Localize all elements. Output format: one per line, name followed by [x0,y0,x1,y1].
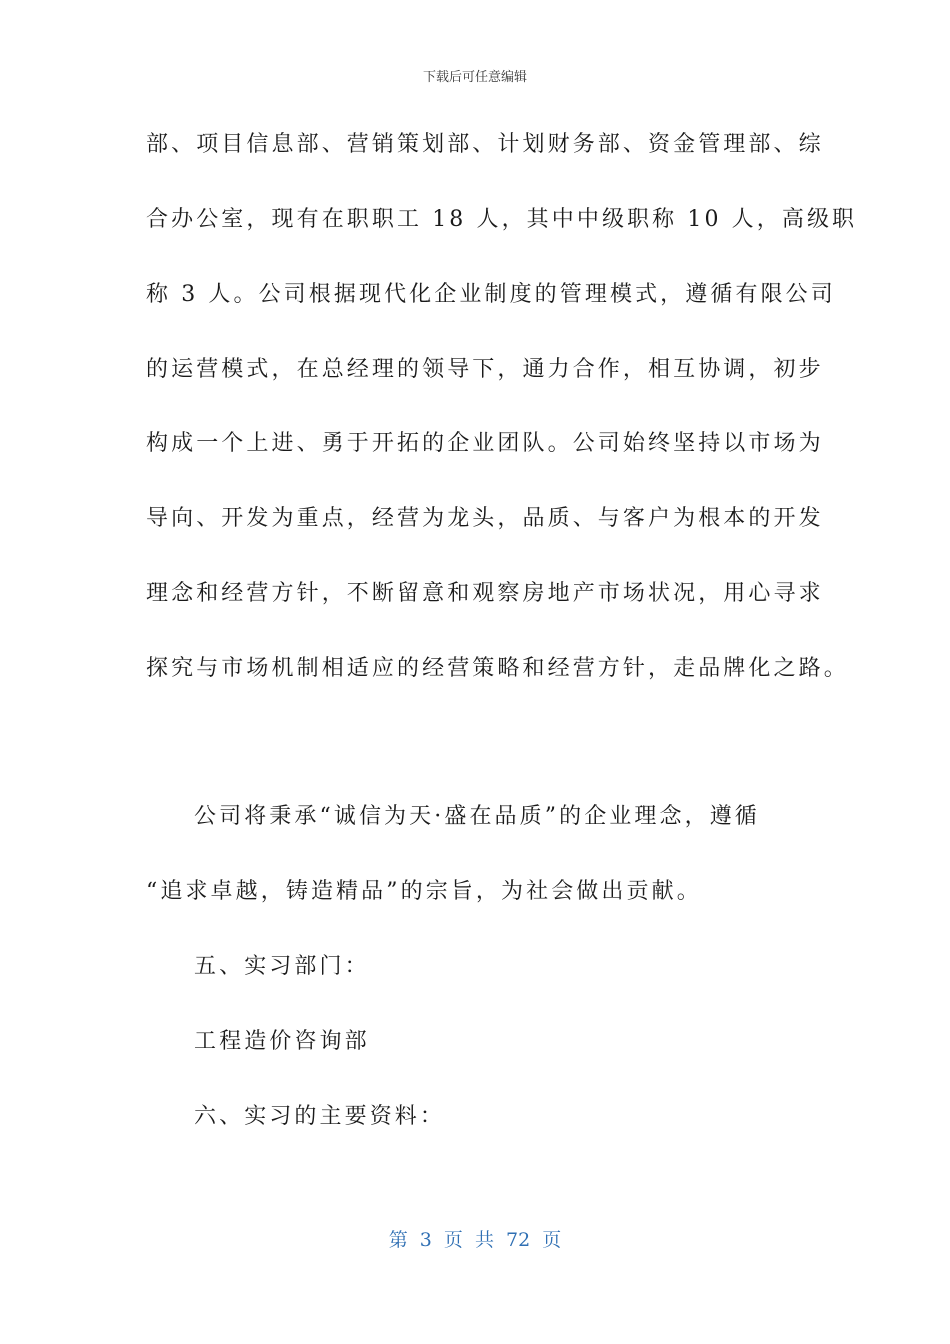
text-line: 称 3 人。公司根据现代化企业制度的管理模式，遵循有限公司 [146,282,836,307]
section-heading-internship-department: 五、实习部门： [194,954,370,979]
page-header: 下载后可任意编辑 [422,70,527,85]
text-line: 导向、开发为重点，经营为龙头，品质、与客户为根本的开发 [146,506,824,531]
text-line: 部、项目信息部、营销策划部、计划财务部、资金管理部、综 [146,132,824,157]
text-line: 构成一个上进、勇于开拓的企业团队。公司始终坚持以市场为 [146,431,824,456]
text-line: 合办公室，现有在职职工 18 人，其中中级职称 10 人，高级职 [146,207,858,232]
section-heading-internship-content: 六、实习的主要资料： [194,1104,446,1129]
text-line: 公司将秉承“诚信为天·盛在品质”的企业理念，遵循 [194,804,760,829]
text-line: 理念和经营方针，不断留意和观察房地产市场状况，用心寻求 [146,581,824,606]
page-number-footer: 第 3 页 共 72 页 [388,1229,562,1251]
text-line: 探究与市场机制相适应的经营策略和经营方针，走品牌化之路。 [146,656,849,681]
internship-department-name: 工程造价咨询部 [194,1029,370,1054]
text-line: “追求卓越，铸造精品”的宗旨，为社会做出贡献。 [146,879,702,904]
text-line: 的运营模式，在总经理的领导下，通力合作，相互协调，初步 [146,357,824,382]
